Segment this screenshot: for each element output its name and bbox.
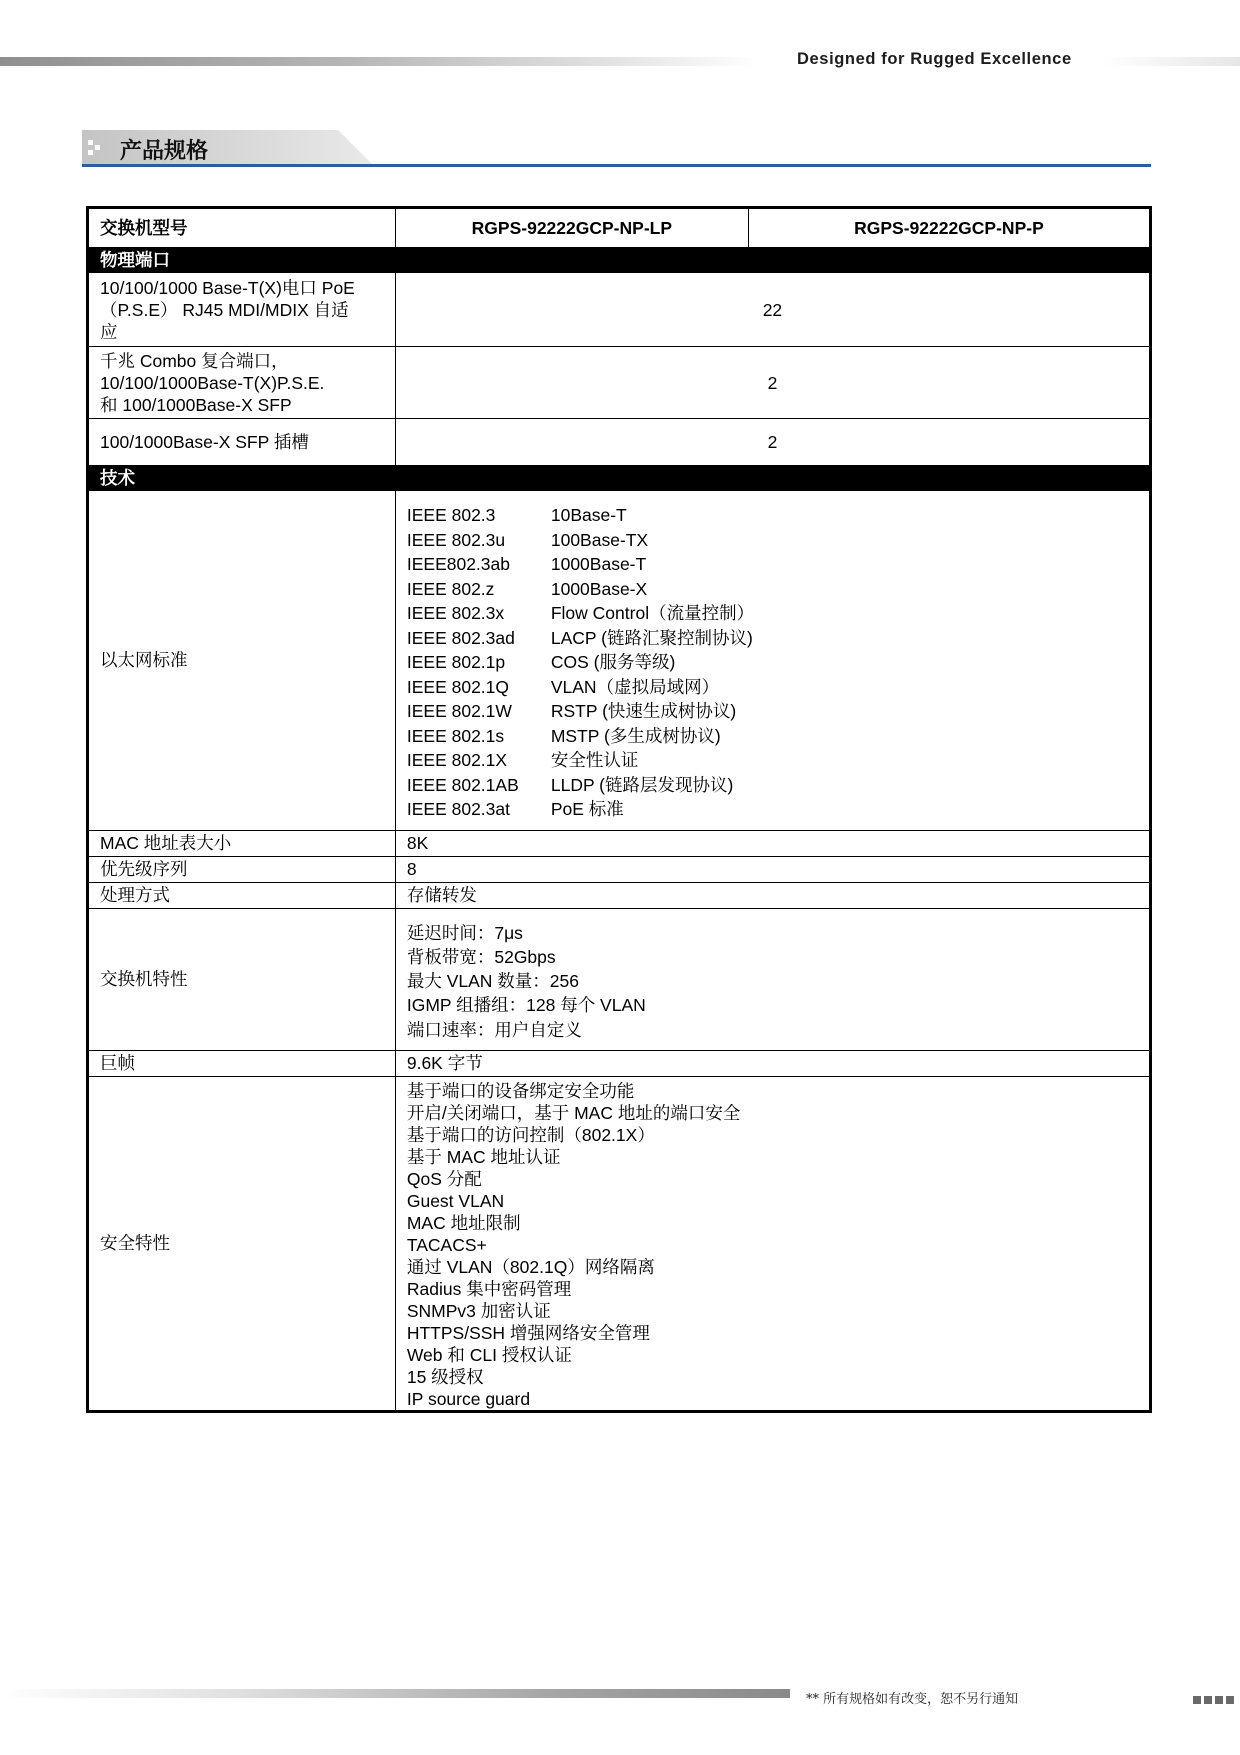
section-title: 产品规格 [120, 139, 209, 164]
standard-item [407, 528, 1149, 553]
row-label: 交换机特性 [88, 908, 396, 1050]
table-row [88, 856, 1151, 882]
table-row [88, 419, 1151, 466]
standards-list [395, 491, 1150, 831]
standard-desc: COS (服务等级) [550, 652, 676, 672]
table-row [88, 830, 1151, 856]
row-value: 9.6K 字节 [395, 1050, 1150, 1076]
standard-code: IEEE 802.1X [406, 750, 508, 770]
model-name-p: RGPS-92222GCP-NP-P [748, 208, 1150, 248]
spec-table [86, 206, 1152, 1413]
row-label: 10/100/1000 Base-T(X)电口 PoE （P.S.E） RJ45 MDI/MDIX 自适 应 [88, 273, 396, 347]
standard-desc: 1000Base-X [550, 578, 648, 599]
standard-desc: 10Base-T [550, 505, 627, 525]
standard-item [407, 675, 1149, 700]
header-decor-bar [0, 57, 760, 66]
footer-decor-bar [0, 1689, 790, 1698]
standard-desc: Flow Control（流量控制） [550, 603, 755, 623]
standard-item [407, 577, 1149, 602]
model-label: 交换机型号 [88, 208, 396, 248]
row-label: 处理方式 [88, 882, 396, 908]
row-value: 2 [395, 419, 1150, 466]
row-value: 8K [395, 830, 1150, 856]
standard-desc: PoE 标准 [550, 799, 624, 819]
header-tagline: Designed for Rugged Excellence [797, 50, 1072, 68]
section-row-technology [88, 466, 1151, 491]
standard-item [407, 797, 1149, 822]
standard-item [407, 626, 1149, 651]
standard-desc: 100Base-TX [550, 529, 649, 550]
standard-item [407, 552, 1149, 577]
standard-code: IEEE 802.1AB [406, 774, 519, 795]
standard-desc: VLAN（虚拟局域网） [550, 676, 720, 697]
standard-item [407, 748, 1149, 773]
standard-desc: LACP (链路汇聚控制协议) [550, 627, 753, 648]
standard-desc: 1000Base-T [550, 554, 647, 574]
row-value: 延迟时间：7μs 背板带宽：52Gbps 最大 VLAN 数量：256 IGMP 组播组：128 每个 VLAN 端口速率：用户自定义 [395, 908, 1150, 1050]
table-row-ethernet-standards [88, 491, 1151, 831]
standard-code: IEEE 802.1p [406, 652, 506, 672]
row-label: 巨帧 [88, 1050, 396, 1076]
standard-code: IEEE 802.3x [406, 603, 505, 623]
standard-code: IEEE 802.3at [406, 799, 510, 819]
table-row-switch-features [88, 908, 1151, 1050]
row-label: 千兆 Combo 复合端口， 10/100/1000Base-T(X)P.S.E. 和 100/1000Base-X SFP [88, 347, 396, 419]
table-row [88, 273, 1151, 347]
row-label: 优先级序列 [88, 856, 396, 882]
footer-note: ** 所有规格如有改变，恕不另行通知 [806, 1692, 1019, 1707]
section-row-physical-ports [88, 248, 1151, 273]
row-label: 以太网标准 [88, 491, 396, 831]
standard-desc: 安全性认证 [550, 750, 639, 770]
row-value: 存储转发 [395, 882, 1150, 908]
standard-code: IEEE 802.z [406, 578, 495, 599]
table-row [88, 347, 1151, 419]
header-decor-bar-right [1102, 57, 1240, 66]
standard-code: IEEE 802.3 [406, 505, 496, 525]
standard-code: IEEE 802.1W [406, 701, 512, 721]
row-value: 8 [395, 856, 1150, 882]
table-row [88, 882, 1151, 908]
row-label: MAC 地址表大小 [88, 830, 396, 856]
section-rule [82, 164, 1151, 167]
standard-code: IEEE802.3ab [406, 554, 510, 574]
row-value: 2 [395, 347, 1150, 419]
standard-item [407, 724, 1149, 749]
standard-desc: MSTP (多生成树协议) [550, 725, 721, 746]
standard-code: IEEE 802.3ad [406, 627, 515, 648]
standard-item [407, 601, 1149, 626]
section-heading: 技术 [88, 466, 1151, 491]
standard-desc: RSTP (快速生成树协议) [550, 701, 737, 721]
model-name-lp: RGPS-92222GCP-NP-LP [395, 208, 748, 248]
standard-code: IEEE 802.1s [406, 725, 505, 746]
table-row-security [88, 1076, 1151, 1411]
row-label: 安全特性 [88, 1076, 396, 1411]
standard-code: IEEE 802.1Q [406, 676, 510, 697]
row-label: 100/1000Base-X SFP 插槽 [88, 419, 396, 466]
table-row [88, 1050, 1151, 1076]
page-dots-icon [1193, 1689, 1237, 1708]
section-marker-icon [88, 140, 102, 156]
standard-item [407, 699, 1149, 724]
table-row-model [88, 208, 1151, 248]
row-value: 22 [395, 273, 1150, 347]
standard-item [407, 503, 1149, 528]
row-value: 基于端口的设备绑定安全功能 开启/关闭端口，基于 MAC 地址的端口安全 基于端口的访问控制（802.1X） 基于 MAC 地址认证 QoS 分配 Guest VLAN MAC 地址限制 TACACS+ 通过 VLAN（802.1Q）网络隔离 Radius 集中密码管理 SNMPv3 加密认证 HTTPS/SSH 增强网络安全管理 Web 和 CLI 授权认证 15 级授权 IP source guard [395, 1076, 1150, 1411]
section-heading: 物理端口 [88, 248, 1151, 273]
standard-desc: LLDP (链路层发现协议) [550, 774, 734, 795]
standard-item [407, 773, 1149, 798]
standard-item [407, 650, 1149, 675]
standard-code: IEEE 802.3u [406, 529, 506, 550]
